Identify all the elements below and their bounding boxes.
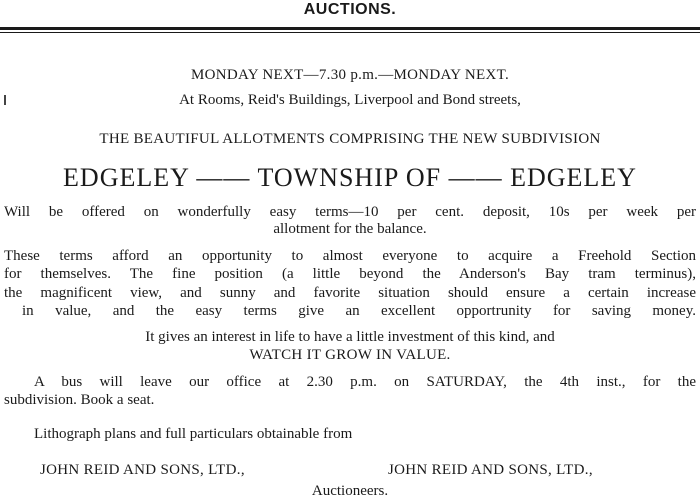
bus-line-1: A bus will leave our office at 2.30 p.m. on SATURDAY, the 4th inst., for the <box>34 374 696 390</box>
auctioneers-line: Auctioneers. <box>311 483 389 499</box>
interest-line: It gives an interest in life to have a little investment of this kind, and <box>145 329 555 345</box>
date-line: MONDAY NEXT—7.30 p.m.—MONDAY NEXT. <box>190 67 510 83</box>
agent-left: JOHN REID AND SONS, LTD., <box>40 462 245 478</box>
terms-line-4: in value, and the easy terms give an excellent opportrunity for saving money. <box>22 303 696 319</box>
section-heading: AUCTIONS. <box>303 1 397 18</box>
terms-line-1: These terms afford an opportunity to almost everyone to acquire a Freehold Section <box>4 248 696 264</box>
edgeley-headline: EDGELEY —— TOWNSHIP OF —— EDGELEY <box>63 163 637 192</box>
subdivision-subtitle: THE BEAUTIFUL ALLOTMENTS COMPRISING THE NEW SUBDIVISION <box>99 131 601 147</box>
venue-line: At Rooms, Reid's Buildings, Liverpool and Bond streets, <box>179 92 521 108</box>
terms-line-2: for themselves. The fine position (a little beyond the Anderson's Bay tram terminus), <box>4 266 696 282</box>
terms-line-3: the magnificent view, and sunny and favorite situation should ensure a certain increase <box>4 285 696 301</box>
bus-line-2: subdivision. Book a seat. <box>4 392 155 408</box>
agent-right: JOHN REID AND SONS, LTD., <box>388 462 593 478</box>
plans-line: Lithograph plans and full particulars obtainable from <box>34 426 353 442</box>
watch-line: WATCH IT GROW IN VALUE. <box>249 347 451 363</box>
offer-line-2: allotment for the balance. <box>273 221 427 237</box>
heading-rule <box>0 27 700 33</box>
offer-line-1: Will be offered on wonderfully easy terms—10 per cent. deposit, 10s per week per <box>4 204 696 220</box>
